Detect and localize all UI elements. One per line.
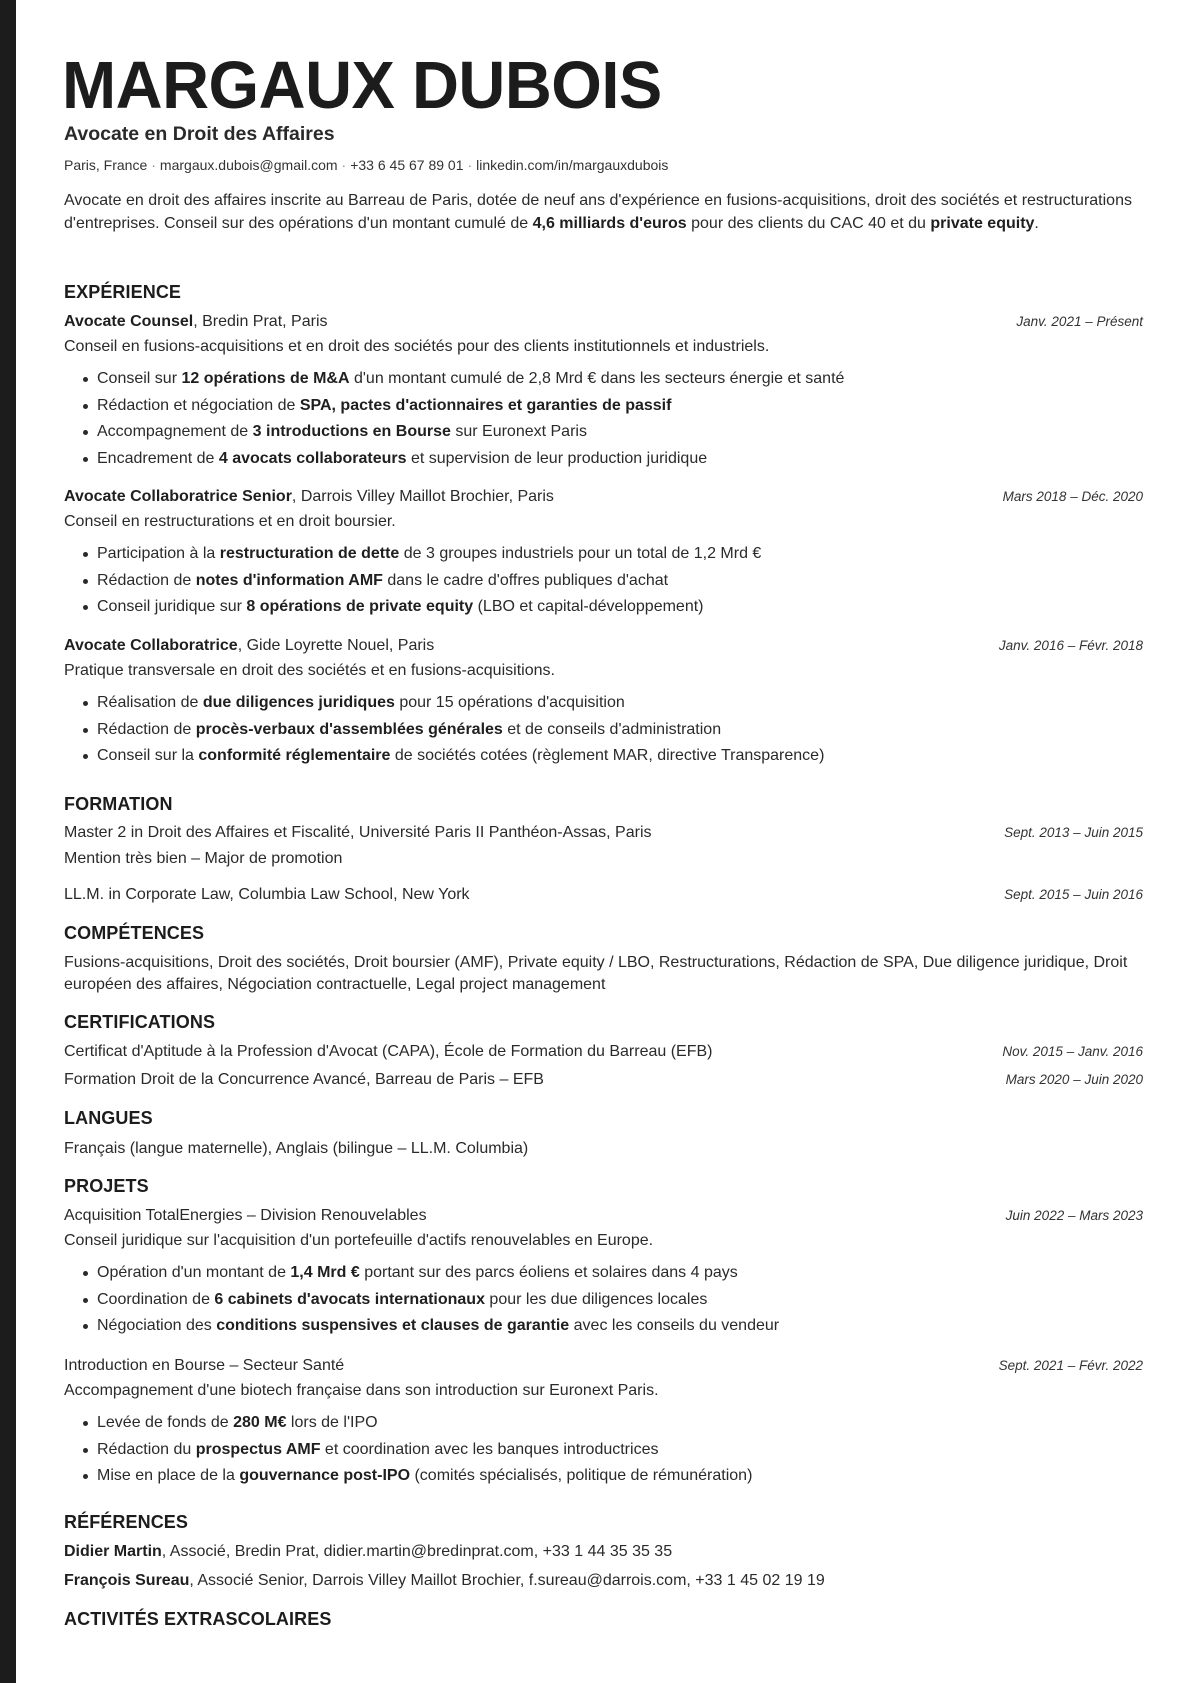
bullet-item: Encadrement de 4 avocats collaborateurs et supervision de leur production juridique: [64, 446, 1143, 473]
certification-name: Certificat d'Aptitude à la Profession d'Avocat (CAPA), École de Formation du Barreau (EFB): [64, 1043, 713, 1060]
section-title-education: FORMATION: [64, 794, 173, 814]
education-dates: Sept. 2015 – Juin 2016: [1004, 887, 1143, 902]
bullet-item: Participation à la restructuration de dette de 3 groupes industriels pour un total de 1,2 Mrd €: [64, 541, 1143, 568]
job-dates: Janv. 2016 – Févr. 2018: [998, 638, 1143, 653]
reference-entry: [64, 1541, 1143, 1563]
contact-linkedin[interactable]: linkedin.com/in/margauxdubois: [476, 157, 669, 173]
job-title-line: [64, 311, 328, 333]
job-entry: [64, 635, 1143, 770]
project-header: [64, 1205, 1143, 1227]
reference-name: François Sureau: [64, 1572, 190, 1589]
section-title-references: RÉFÉRENCES: [64, 1512, 189, 1532]
summary-text: Avocate en droit des affaires inscrite au Barreau de Paris, dotée de neuf ans d'expérience en fusions-acquisitions, droit des sociétés et restructurations d'entreprises. Conseil sur des opérations d'un montant cumulé de: [64, 192, 1132, 232]
job-role: Avocate Counsel: [64, 313, 194, 330]
reference-details: , Associé, Bredin Prat, didier.martin@bredinprat.com, +33 1 44 35 35 35: [161, 1543, 673, 1560]
project-bullets: [64, 1410, 1143, 1490]
job-org: , Bredin Prat, Paris: [193, 313, 328, 330]
job-dates: Janv. 2021 – Présent: [1016, 314, 1143, 329]
job-role: Avocate Collaboratrice: [64, 637, 238, 654]
reference-details: , Associé Senior, Darrois Villey Maillot Brochier, f.sureau@darrois.com, +33 1 45 02 19 19: [189, 1572, 825, 1589]
job-org: , Gide Loyrette Nouel, Paris: [237, 637, 435, 654]
separator: ·: [151, 157, 156, 173]
certification-dates: Mars 2020 – Juin 2020: [1005, 1072, 1143, 1087]
project-dates: Sept. 2021 – Févr. 2022: [998, 1358, 1143, 1373]
candidate-name: MARGAUX DUBOIS: [62, 48, 662, 123]
job-bullets: [64, 690, 1143, 770]
education-degree: Master 2 in Droit des Affaires et Fiscalité, Université Paris II Panthéon-Assas, Paris: [64, 824, 652, 841]
job-title-line: [64, 486, 554, 508]
reference-entry: [64, 1570, 1143, 1592]
certification-row: [64, 1069, 1143, 1091]
left-accent-bar: [0, 0, 16, 1683]
education-dates: Sept. 2013 – Juin 2015: [1004, 825, 1143, 840]
education-entry: [64, 884, 1143, 906]
separator: ·: [341, 157, 347, 173]
project-header: [64, 1355, 1143, 1377]
candidate-headline: Avocate en Droit des Affaires: [64, 123, 335, 145]
job-bullets: [64, 541, 1143, 621]
certification-row: [64, 1041, 1143, 1063]
certification-entry: [64, 1069, 1143, 1091]
project-entry: [64, 1355, 1143, 1490]
bullet-item: Opération d'un montant de 1,4 Mrd € portant sur des parcs éoliens et solaires dans 4 pays: [64, 1260, 1143, 1287]
job-header: [64, 635, 1143, 657]
bullet-item: Rédaction de notes d'information AMF dans le cadre d'offres publiques d'achat: [64, 568, 1143, 595]
project-name: Acquisition TotalEnergies – Division Renouvelables: [64, 1207, 427, 1224]
section-title-experience: EXPÉRIENCE: [64, 282, 182, 302]
bullet-item: Accompagnement de 3 introductions en Bourse sur Euronext Paris: [64, 419, 1143, 446]
bullet-item: Coordination de 6 cabinets d'avocats internationaux pour les due diligences locales: [64, 1287, 1143, 1314]
project-description: Accompagnement d'une biotech française dans son introduction sur Euronext Paris.: [64, 1382, 659, 1399]
skills-list: Fusions-acquisitions, Droit des sociétés, Droit boursier (AMF), Private equity / LBO, Restructurations, Rédaction de SPA, Due diligence juridique, Droit européen des affaires, Négociation contractuelle, Legal project management: [64, 954, 1128, 993]
bullet-item: Rédaction et négociation de SPA, pactes d'actionnaires et garanties de passif: [64, 393, 1143, 420]
summary-highlight: private equity: [930, 214, 1035, 232]
section-title-skills: COMPÉTENCES: [64, 923, 205, 943]
job-description: Pratique transversale en droit des sociétés et en fusions-acquisitions.: [64, 662, 555, 679]
job-title-line: [64, 635, 434, 657]
job-dates: Mars 2018 – Déc. 2020: [1002, 489, 1143, 504]
bullet-item: Réalisation de due diligences juridiques pour 15 opérations d'acquisition: [64, 690, 1143, 717]
contact-location: Paris, France: [64, 157, 148, 173]
bullet-item: Mise en place de la gouvernance post-IPO (comités spécialisés, politique de rémunération): [64, 1463, 1143, 1490]
project-name: Introduction en Bourse – Secteur Santé: [64, 1357, 345, 1374]
summary-highlight: 4,6 milliards d'euros: [532, 214, 687, 232]
education-header: [64, 822, 1143, 844]
job-role: Avocate Collaboratrice Senior: [64, 488, 292, 505]
education-entry: [64, 822, 1143, 870]
section-title-languages: LANGUES: [64, 1108, 153, 1128]
bullet-item: Conseil sur la conformité réglementaire de sociétés cotées (règlement MAR, directive Transparence): [64, 743, 1143, 770]
bullet-item: Conseil juridique sur 8 opérations de private equity (LBO et capital-développement): [64, 594, 1143, 621]
job-entry: [64, 486, 1143, 621]
job-description: Conseil en restructurations et en droit boursier.: [64, 513, 396, 530]
bullet-item: Rédaction de procès-verbaux d'assemblées générales et de conseils d'administration: [64, 717, 1143, 744]
contact-email[interactable]: margaux.dubois@gmail.com: [159, 157, 338, 173]
bullet-item: Rédaction du prospectus AMF et coordination avec les banques introductrices: [64, 1437, 1143, 1464]
contact-line: [64, 156, 668, 174]
summary-text: .: [1034, 214, 1039, 232]
section-title-projects: PROJETS: [64, 1176, 149, 1196]
summary-paragraph: [64, 190, 1143, 235]
bullet-item: Levée de fonds de 280 M€ lors de l'IPO: [64, 1410, 1143, 1437]
section-title-certifications: CERTIFICATIONS: [64, 1012, 216, 1032]
job-description: Conseil en fusions-acquisitions et en droit des sociétés pour des clients institutionnels et industriels.: [64, 338, 770, 355]
reference-name: Didier Martin: [64, 1543, 162, 1560]
job-header: [64, 486, 1143, 508]
project-bullets: [64, 1260, 1143, 1340]
contact-phone[interactable]: +33 6 45 67 89 01: [350, 157, 464, 173]
education-degree: LL.M. in Corporate Law, Columbia Law School, New York: [64, 886, 470, 903]
certification-dates: Nov. 2015 – Janv. 2016: [1002, 1044, 1143, 1059]
job-bullets: [64, 366, 1143, 472]
certification-entry: [64, 1041, 1143, 1063]
project-dates: Juin 2022 – Mars 2023: [1005, 1208, 1143, 1223]
bullet-item: Négociation des conditions suspensives et clauses de garantie avec les conseils du vendeur: [64, 1313, 1143, 1340]
languages-list: Français (langue maternelle), Anglais (bilingue – LL.M. Columbia): [64, 1140, 529, 1157]
job-entry: [64, 311, 1143, 472]
project-entry: [64, 1205, 1143, 1340]
section-title-activities: ACTIVITÉS EXTRASCOLAIRES: [64, 1609, 332, 1629]
summary-text: pour des clients du CAC 40 et du: [686, 214, 931, 232]
certification-name: Formation Droit de la Concurrence Avancé, Barreau de Paris – EFB: [64, 1071, 544, 1088]
bullet-item: Conseil sur 12 opérations de M&A d'un montant cumulé de 2,8 Mrd € dans les secteurs énergie et santé: [64, 366, 1143, 393]
project-description: Conseil juridique sur l'acquisition d'un portefeuille d'actifs renouvelables en Europe.: [64, 1232, 654, 1249]
education-header: [64, 884, 1143, 906]
job-org: , Darrois Villey Maillot Brochier, Paris: [291, 488, 554, 505]
job-header: [64, 311, 1143, 333]
education-note: Mention très bien – Major de promotion: [64, 850, 343, 867]
separator: ·: [467, 157, 473, 173]
